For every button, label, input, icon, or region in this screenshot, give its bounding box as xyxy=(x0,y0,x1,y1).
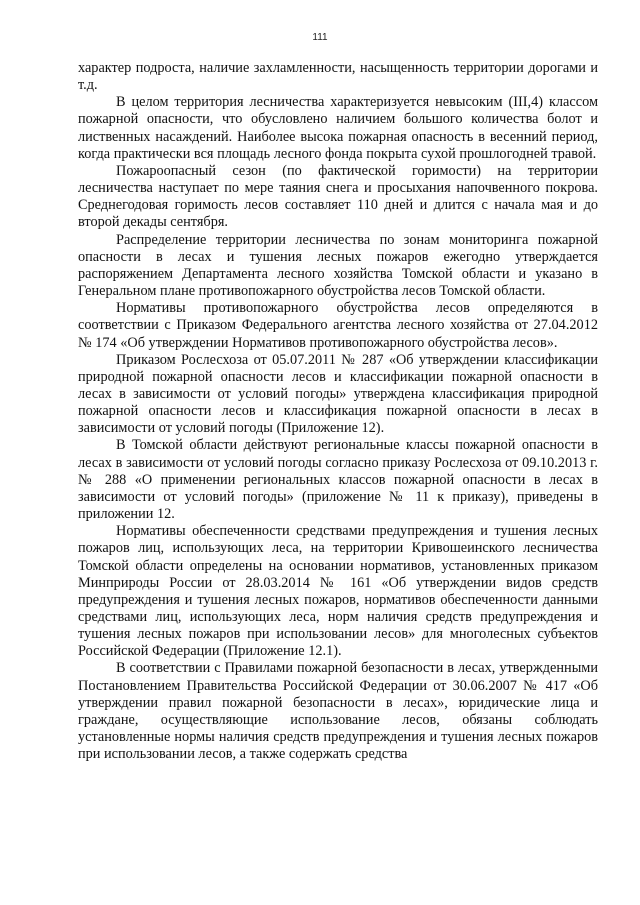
paragraph-continuation: характер подроста, наличие захламленности, насыщенность территории дорогами и т.д. xyxy=(78,60,598,94)
paragraph-fire-prevention-norms: Нормативы противопожарного обустройства лесов определяются в соответствии с Приказом Федерального агентства лесного хозяйства от 27.04.2012 № 174 «Об утверждении Нормативов противопожарного обустройства лесов». xyxy=(78,300,598,351)
paragraph-fire-danger-class: В целом территория лесничества характеризуется невысоким (III,4) классом пожарной опасности, что обусловлено наличием большого количества болот и лиственных насаждений. Наиболее высока пожарная опасность в весенний период, когда практически вся площадь лесного фонда покрыта сухой прошлогодней травой. xyxy=(78,94,598,162)
document-body xyxy=(78,60,598,763)
paragraph-regional-classes: В Томской области действуют региональные классы пожарной опасности в лесах в зависимости от условий погоды согласно приказу Рослесхоза от 09.10.2013 г. № 288 «О применении региональных классов пожарной опасности в лесах в зависимости от условий погоды» (приложение № 11 к приказу), приведены в приложении 12. xyxy=(78,437,598,523)
paragraph-fire-classification: Приказом Рослесхоза от 05.07.2011 № 287 «Об утверждении классификации природной пожарной опасности лесов и классификации пожарной опасности в лесах в зависимости от условий погоды» утверждена классификация природной пожарной опасности лесов и классификация пожарной опасности в лесах в зависимости от условий погоды (Приложение 12). xyxy=(78,351,598,437)
paragraph-monitoring-zones: Распределение территории лесничества по зонам мониторинга пожарной опасности в лесах и тушения лесных пожаров ежегодно утверждается распоряжением Департамента лесного хозяйства Томской области и указано в Генеральном плане противопожарного обустройства лесов Томской области. xyxy=(78,231,598,300)
paragraph-fire-season: Пожароопасный сезон (по фактической горимости) на территории лесничества наступает по мере таяния снега и просыхания напочвенного покрова. Среднегодовая горимость лесов составляет 110 дней и длится с начала мая и до второй декады сентября. xyxy=(78,162,598,231)
paragraph-provision-norms: Нормативы обеспеченности средствами предупреждения и тушения лесных пожаров лиц, использующих леса, на территории Кривошеинского лесничества Томской области определены на основании нормативов, установленных приказом Минприроды России от 28.03.2014 № 161 «Об утверждении видов средств предупреждения и тушения лесных пожаров, нормативов обеспеченности данными средствами лиц, использующих леса, норм наличия средств предупреждения и тушения лесных пожаров при использовании лесов» для многолесных субъектов Российской Федерации (Приложение 12.1). xyxy=(78,523,598,660)
page-number: 111 xyxy=(312,32,328,43)
paragraph-fire-safety-rules: В соответствии с Правилами пожарной безопасности в лесах, утвержденными Постановлением Правительства Российской Федерации от 30.06.2007 № 417 «Об утверждении правил пожарной безопасности в лесах», юридические лица и граждане, осуществляющие использование лесов, обязаны соблюдать установленные нормы наличия средств предупреждения и тушения лесных пожаров при использовании лесов, а также содержать средства xyxy=(78,660,598,763)
